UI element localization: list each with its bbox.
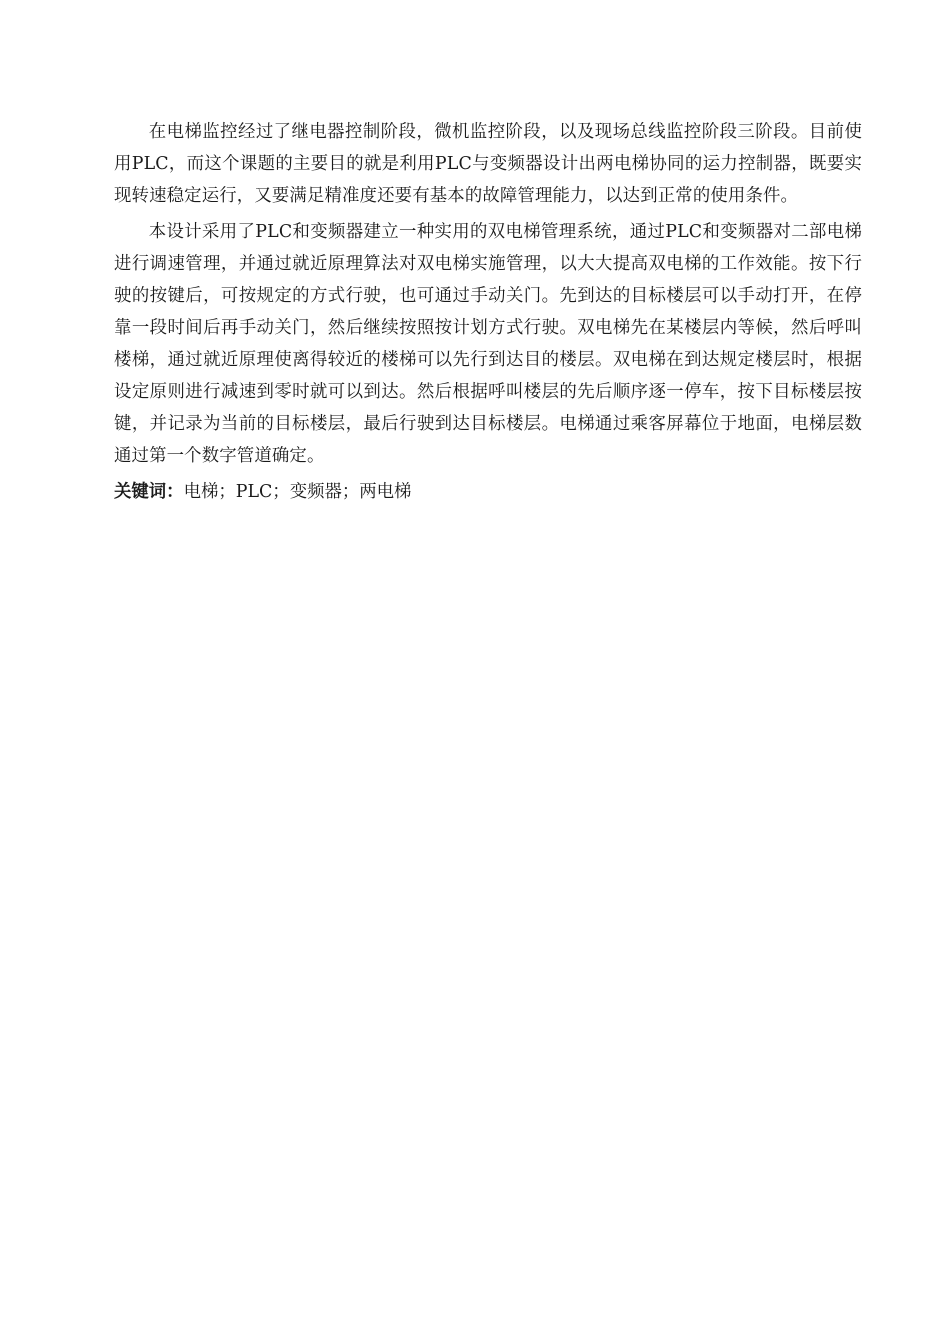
keywords-text: 电梯；PLC；变频器；两电梯: [183, 482, 412, 502]
keywords-label: 关键词：: [114, 482, 184, 502]
keywords-line: [114, 476, 862, 508]
abstract-paragraph-2: 本设计采用了PLC和变频器建立一种实用的双电梯管理系统，通过PLC和变频器对二部电梯进行调速管理，并通过就近原理算法对双电梯实施管理，以大大提高双电梯的工作效能。按下行驶的按键后，可按规定的方式行驶，也可通过手动关门。先到达的目标楼层可以手动打开，在停靠一段时间后再手动关门，然后继续按照按计划方式行驶。双电梯先在某楼层内等候，然后呼叫楼梯，通过就近原理使离得较近的楼梯可以先行到达目的楼层。双电梯在到达规定楼层时，根据设定原则进行减速到零时就可以到达。然后根据呼叫楼层的先后顺序逐一停车，按下目标楼层按键，并记录为当前的目标楼层，最后行驶到达目标楼层。电梯通过乘客屏幕位于地面，电梯层数通过第一个数字管道确定。: [114, 222, 862, 466]
abstract-paragraph-1: 在电梯监控经过了继电器控制阶段，微机监控阶段，以及现场总线监控阶段三阶段。目前使用PLC，而这个课题的主要目的就是利用PLC与变频器设计出两电梯协同的运力控制器，既要实现转速稳定运行，又要满足精准度还要有基本的故障管理能力，以达到正常的使用条件。: [114, 122, 862, 206]
abstract-content: [114, 116, 862, 508]
